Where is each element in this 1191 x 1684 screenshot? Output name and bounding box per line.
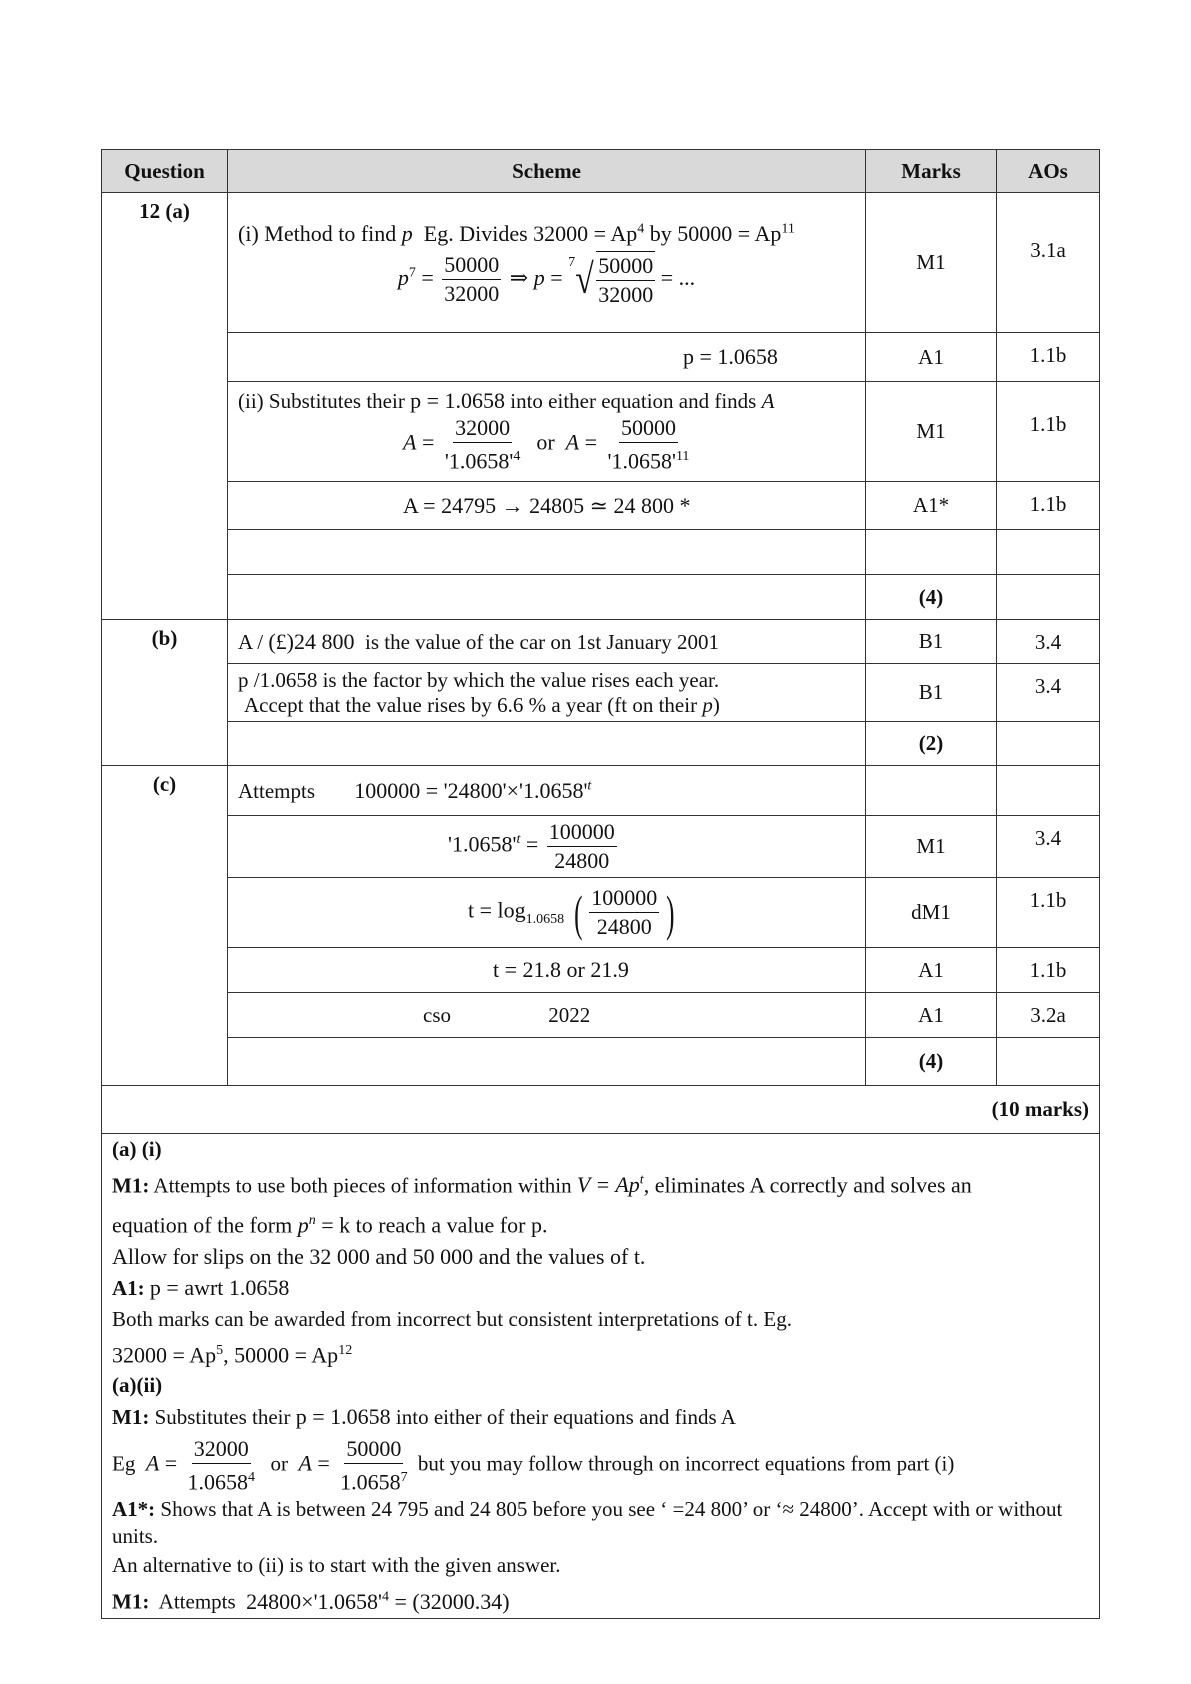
mark-cell: dM1 bbox=[866, 878, 997, 948]
mark-cell: M1 bbox=[866, 193, 997, 333]
table-row bbox=[102, 382, 1100, 482]
header-marks: Marks bbox=[866, 150, 997, 193]
table-row bbox=[102, 993, 1100, 1038]
header-question: Question bbox=[102, 150, 228, 193]
total-row bbox=[102, 1086, 1100, 1134]
ao-cell: 3.1a bbox=[997, 193, 1100, 333]
mark-cell: B1 bbox=[866, 664, 997, 722]
question-label-12b: (b) bbox=[102, 620, 228, 766]
scheme-cell: $t = \log_{1.0658}$ ( $\frac{100000}{24800}$ ) bbox=[228, 878, 866, 948]
table-row bbox=[102, 620, 1100, 664]
question-label-12a: 12 (a) bbox=[102, 193, 228, 620]
header-aos: AOs bbox=[997, 150, 1100, 193]
guidance-notes: (a) (i) M1: Attempts to use both pieces of information within $V = Ap^t$, eliminates A correctly and solves an equation of the form $p^n = k$ to reach a value for p. Allow for slips on the 32 000 and 50 000 and the values of t. A1: p = awrt 1.0658 Both marks can be awarded from incorrect but consistent interpretations of t. Eg. $32000 = Ap^5$, $50000 = Ap^{12}$ (a)(ii) M1: Substitutes their p = 1.0658 into either of their equations and finds A Eg A = $\frac{32000}{1.0658^4}$ or A = $\frac{50000}{1.0658^7}$ but you may follow through on incorrect equations from part (i) A1*: Shows that A is between 24 795 and 24 805 before you see ‘ =24 800’ or ‘≈ 24800’. Accept with or without units. An alternative to (ii) is to start with the given answer. M1: Attempts $24800\times'1.0658'^4 = (32000.34)$ bbox=[102, 1134, 1100, 1619]
ao-cell: 3.4 bbox=[997, 664, 1100, 722]
notes-heading-ai: (a) (i) bbox=[112, 1137, 162, 1161]
table-row bbox=[102, 575, 1100, 620]
table-row bbox=[102, 482, 1100, 530]
ao-cell: 1.1b bbox=[997, 333, 1100, 382]
ao-cell bbox=[997, 766, 1100, 816]
scheme-cell: p /1.0658 is the factor by which the value rises each year. Accept that the value rises by 6.6 % a year (ft on their p) bbox=[228, 664, 866, 722]
mark-cell: M1 bbox=[866, 816, 997, 878]
ao-cell: 1.1b bbox=[997, 482, 1100, 530]
scheme-cell: t = 21.8 or 21.9 bbox=[228, 948, 866, 993]
ao-cell bbox=[997, 530, 1100, 575]
scheme-cell: p = 1.0658 bbox=[228, 333, 866, 382]
mark-cell bbox=[866, 530, 997, 575]
scheme-cell bbox=[228, 530, 866, 575]
mark-cell bbox=[866, 766, 997, 816]
scheme-cell bbox=[228, 1038, 866, 1086]
mark-cell: A1 bbox=[866, 993, 997, 1038]
table-row bbox=[102, 722, 1100, 766]
scheme-cell bbox=[228, 722, 866, 766]
table-row bbox=[102, 530, 1100, 575]
scheme-cell: Attempts $100000 = '24800'\times'1.0658'^t$ bbox=[228, 766, 866, 816]
scheme-cell: cso 2022 bbox=[228, 993, 866, 1038]
subtotal-12c: (4) bbox=[866, 1038, 997, 1086]
question-label-12c: (c) bbox=[102, 766, 228, 1086]
table-row bbox=[102, 193, 1100, 333]
scheme-cell: '$1.0658'^t$ = $\frac{100000}{24800}$ bbox=[228, 816, 866, 878]
mark-cell: A1 bbox=[866, 333, 997, 382]
subtotal-12a: (4) bbox=[866, 575, 997, 620]
ao-cell: 1.1b bbox=[997, 382, 1100, 482]
ao-cell: 1.1b bbox=[997, 948, 1100, 993]
ao-cell bbox=[997, 722, 1100, 766]
ao-cell: 1.1b bbox=[997, 878, 1100, 948]
ao-cell bbox=[997, 1038, 1100, 1086]
mark-cell: B1 bbox=[866, 620, 997, 664]
table-row bbox=[102, 948, 1100, 993]
table-row bbox=[102, 878, 1100, 948]
header-scheme: Scheme bbox=[228, 150, 866, 193]
table-row bbox=[102, 766, 1100, 816]
grand-total: (10 marks) bbox=[102, 1086, 1100, 1134]
subtotal-12b: (2) bbox=[866, 722, 997, 766]
mark-cell: M1 bbox=[866, 382, 997, 482]
table-row bbox=[102, 664, 1100, 722]
mark-scheme-page bbox=[101, 149, 1099, 1619]
scheme-cell: (i) Method to find p Eg. Divides $32000 = Ap^4$ by $50000 = Ap^{11}$ $p^7$ = $\frac{50000}{32000}$ ⇒ p = 7 √ $\frac{50000}{32000}$ = ... bbox=[228, 193, 866, 333]
scheme-cell: A = 24795 → 24805 ≃ 24 800 * bbox=[228, 482, 866, 530]
notes-heading-aii: (a)(ii) bbox=[112, 1372, 163, 1397]
scheme-cell bbox=[228, 575, 866, 620]
table-row bbox=[102, 816, 1100, 878]
ao-cell: 3.2a bbox=[997, 993, 1100, 1038]
ao-cell: 3.4 bbox=[997, 620, 1100, 664]
table-row bbox=[102, 333, 1100, 382]
mark-scheme-table bbox=[101, 149, 1100, 1619]
ao-cell bbox=[997, 575, 1100, 620]
mark-cell: A1 bbox=[866, 948, 997, 993]
scheme-cell: A / (£)24 800 is the value of the car on 1st January 2001 bbox=[228, 620, 866, 664]
header-row bbox=[102, 150, 1100, 193]
mark-cell: A1* bbox=[866, 482, 997, 530]
guidance-notes-row bbox=[102, 1134, 1100, 1619]
ao-cell: 3.4 bbox=[997, 816, 1100, 878]
table-row bbox=[102, 1038, 1100, 1086]
scheme-cell: (ii) Substitutes their p = 1.0658 into either equation and finds A A = $\frac{32000}{'1.0658'^4}$ or A = $\frac{50000}{'1.0658'^{11}}$ bbox=[228, 382, 866, 482]
